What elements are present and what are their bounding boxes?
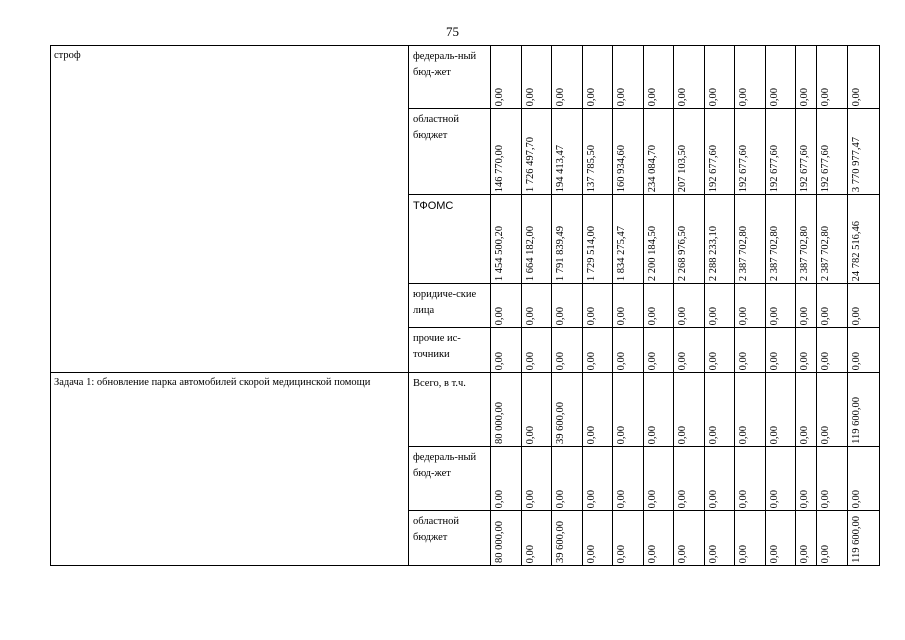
value-cell (848, 447, 880, 511)
value-text: 0,00 (616, 351, 627, 370)
value-cell (848, 46, 880, 109)
value-text: 2 200 184,50 (647, 225, 658, 281)
value-cell (796, 511, 817, 566)
value-text: 0,00 (799, 306, 810, 325)
value-text: 192 677,60 (820, 144, 831, 192)
value-text: 0,00 (799, 544, 810, 563)
value-cell (644, 447, 674, 511)
value-text: 234 084,70 (647, 144, 658, 192)
value-text: 0,00 (616, 544, 627, 563)
value-cell (817, 109, 848, 195)
value-text: 2 387 702,80 (769, 225, 780, 281)
value-cell (644, 284, 674, 328)
value-text: 2 288 233,10 (708, 225, 719, 281)
value-cell (705, 109, 735, 195)
value-text: 207 103,50 (677, 144, 688, 192)
funding-source: областной бюджет (409, 109, 491, 195)
value-cell (674, 373, 705, 447)
value-cell (644, 195, 674, 284)
value-cell (552, 284, 583, 328)
value-cell (491, 328, 522, 373)
value-cell (522, 109, 552, 195)
value-text: 2 387 702,80 (820, 225, 831, 281)
value-text: 0,00 (647, 544, 658, 563)
section-title: Задача 1: обновление парка автомобилей скорой медицинской помощи (51, 373, 409, 566)
value-cell (522, 511, 552, 566)
table-row (51, 373, 880, 447)
value-cell (796, 447, 817, 511)
value-cell (583, 328, 613, 373)
value-cell (613, 511, 644, 566)
value-text: 137 785,50 (586, 144, 597, 192)
value-cell (552, 195, 583, 284)
value-cell (848, 373, 880, 447)
value-text: 0,00 (820, 544, 831, 563)
value-text: 0,00 (738, 87, 749, 106)
value-text: 0,00 (677, 544, 688, 563)
page-number: 75 (446, 24, 459, 39)
value-cell (522, 328, 552, 373)
value-cell (735, 109, 766, 195)
value-text: 39 600,00 (555, 402, 566, 444)
value-text: 1 454 500,20 (494, 225, 505, 281)
value-text: 0,00 (647, 351, 658, 370)
value-cell (613, 46, 644, 109)
value-cell (766, 328, 796, 373)
value-text: 0,00 (738, 351, 749, 370)
value-text: 0,00 (616, 425, 627, 444)
value-text: 0,00 (708, 306, 719, 325)
value-text: 0,00 (616, 489, 627, 508)
value-cell (848, 284, 880, 328)
value-cell (491, 373, 522, 447)
budget-table-body (51, 46, 880, 566)
value-text: 0,00 (799, 425, 810, 444)
value-text: 24 782 516,46 (851, 220, 862, 281)
value-text: 192 677,60 (738, 144, 749, 192)
value-cell (491, 511, 522, 566)
value-text: 0,00 (677, 87, 688, 106)
value-text: 194 413,47 (555, 144, 566, 192)
value-cell (644, 511, 674, 566)
value-cell (674, 511, 705, 566)
value-cell (552, 46, 583, 109)
value-cell (705, 511, 735, 566)
value-text: 0,00 (708, 544, 719, 563)
value-cell (613, 373, 644, 447)
value-cell (644, 109, 674, 195)
value-text: 1 729 514,00 (586, 225, 597, 281)
value-cell (491, 195, 522, 284)
value-cell (644, 328, 674, 373)
value-cell (522, 284, 552, 328)
value-text: 0,00 (708, 425, 719, 444)
value-text: 0,00 (494, 87, 505, 106)
value-cell (766, 511, 796, 566)
value-cell (583, 46, 613, 109)
value-text: 1 791 839,49 (555, 225, 566, 281)
value-cell (817, 373, 848, 447)
value-cell (491, 109, 522, 195)
value-text: 146 770,00 (494, 144, 505, 192)
value-cell (674, 328, 705, 373)
value-text: 0,00 (677, 425, 688, 444)
funding-source: Всего, в т.ч. (409, 373, 491, 447)
value-text: 0,00 (555, 306, 566, 325)
value-cell (817, 195, 848, 284)
value-text: 0,00 (525, 489, 536, 508)
value-text: 0,00 (586, 87, 597, 106)
value-cell (705, 373, 735, 447)
value-text: 80 000,00 (494, 402, 505, 444)
value-cell (735, 447, 766, 511)
value-text: 80 000,00 (494, 521, 505, 563)
value-text: 0,00 (799, 489, 810, 508)
value-cell (796, 328, 817, 373)
value-text: 0,00 (851, 351, 862, 370)
value-cell (491, 46, 522, 109)
value-cell (522, 195, 552, 284)
funding-source: федераль-ный бюд-жет (409, 447, 491, 511)
value-cell (796, 109, 817, 195)
value-text: 0,00 (586, 306, 597, 325)
value-cell (522, 46, 552, 109)
value-text: 0,00 (738, 425, 749, 444)
value-text: 0,00 (769, 351, 780, 370)
value-text: 0,00 (494, 489, 505, 508)
value-text: 119 600,00 (851, 397, 862, 444)
value-text: 2 387 702,80 (799, 225, 810, 281)
value-cell (766, 195, 796, 284)
value-text: 0,00 (555, 87, 566, 106)
value-cell (735, 328, 766, 373)
value-text: 0,00 (820, 425, 831, 444)
funding-source: юридиче-ские лица (409, 284, 491, 328)
value-cell (705, 284, 735, 328)
value-text: 0,00 (525, 544, 536, 563)
value-text: 0,00 (799, 351, 810, 370)
value-cell (583, 195, 613, 284)
value-text: 0,00 (647, 306, 658, 325)
value-text: 1 834 275,47 (616, 225, 627, 281)
value-text: 192 677,60 (799, 144, 810, 192)
value-cell (583, 109, 613, 195)
budget-table (50, 45, 880, 566)
value-cell (817, 511, 848, 566)
value-cell (583, 511, 613, 566)
table-row (51, 46, 880, 109)
value-text: 0,00 (708, 351, 719, 370)
value-cell (735, 46, 766, 109)
value-cell (552, 447, 583, 511)
value-text: 0,00 (738, 489, 749, 508)
value-cell (766, 46, 796, 109)
value-cell (674, 109, 705, 195)
value-cell (613, 195, 644, 284)
value-text: 0,00 (769, 425, 780, 444)
value-cell (796, 195, 817, 284)
section-title: строф (51, 46, 409, 373)
value-cell (613, 447, 644, 511)
funding-source: прочие ис-точники (409, 328, 491, 373)
value-text: 0,00 (677, 351, 688, 370)
value-text: 0,00 (769, 544, 780, 563)
value-cell (848, 511, 880, 566)
value-cell (796, 373, 817, 447)
value-cell (817, 328, 848, 373)
value-text: 0,00 (769, 306, 780, 325)
value-text: 2 387 702,80 (738, 225, 749, 281)
value-cell (766, 284, 796, 328)
value-cell (817, 46, 848, 109)
value-text: 0,00 (586, 489, 597, 508)
value-cell (705, 328, 735, 373)
value-cell (552, 109, 583, 195)
value-cell (735, 373, 766, 447)
value-text: 0,00 (820, 489, 831, 508)
value-text: 119 600,00 (851, 516, 862, 563)
value-cell (796, 46, 817, 109)
value-text: 1 726 497,70 (525, 136, 536, 192)
value-text: 0,00 (647, 489, 658, 508)
value-cell (735, 195, 766, 284)
value-text: 39 600,00 (555, 521, 566, 563)
value-cell (735, 284, 766, 328)
funding-source: федераль-ный бюд-жет (409, 46, 491, 109)
value-cell (522, 373, 552, 447)
value-text: 0,00 (494, 306, 505, 325)
funding-source: областной бюджет (409, 511, 491, 566)
value-cell (552, 373, 583, 447)
value-text: 0,00 (586, 544, 597, 563)
value-text: 0,00 (677, 306, 688, 325)
value-text: 192 677,60 (708, 144, 719, 192)
value-text: 0,00 (525, 425, 536, 444)
value-cell (613, 109, 644, 195)
value-text: 0,00 (708, 87, 719, 106)
value-cell (705, 447, 735, 511)
value-text: 0,00 (799, 87, 810, 106)
value-cell (766, 109, 796, 195)
value-cell (583, 284, 613, 328)
value-text: 0,00 (820, 87, 831, 106)
value-text: 160 934,60 (616, 144, 627, 192)
value-cell (848, 328, 880, 373)
value-text: 0,00 (647, 87, 658, 106)
value-text: 0,00 (738, 306, 749, 325)
value-text: 0,00 (525, 351, 536, 370)
value-text: 0,00 (769, 489, 780, 508)
value-cell (522, 447, 552, 511)
value-text: 0,00 (820, 351, 831, 370)
value-text: 1 664 182,00 (525, 225, 536, 281)
value-text: 192 677,60 (769, 144, 780, 192)
value-text: 0,00 (738, 544, 749, 563)
value-cell (817, 447, 848, 511)
value-cell (583, 447, 613, 511)
value-text: 0,00 (851, 306, 862, 325)
value-cell (644, 46, 674, 109)
value-cell (848, 109, 880, 195)
value-text: 0,00 (586, 425, 597, 444)
value-text: 0,00 (525, 87, 536, 106)
value-text: 0,00 (851, 87, 862, 106)
value-cell (552, 511, 583, 566)
value-cell (705, 195, 735, 284)
value-cell (766, 373, 796, 447)
funding-source: ТФОМС (409, 195, 491, 284)
value-cell (674, 195, 705, 284)
value-cell (613, 328, 644, 373)
value-text: 0,00 (616, 306, 627, 325)
value-cell (613, 284, 644, 328)
value-text: 0,00 (555, 489, 566, 508)
value-text: 0,00 (820, 306, 831, 325)
value-text: 0,00 (555, 351, 566, 370)
value-text: 0,00 (851, 489, 862, 508)
value-text: 3 770 977,47 (851, 136, 862, 192)
value-cell (817, 284, 848, 328)
value-cell (491, 447, 522, 511)
value-cell (552, 328, 583, 373)
value-text: 0,00 (677, 489, 688, 508)
value-cell (583, 373, 613, 447)
value-text: 2 268 976,50 (677, 225, 688, 281)
value-text: 0,00 (525, 306, 536, 325)
value-text: 0,00 (647, 425, 658, 444)
value-cell (674, 447, 705, 511)
value-cell (491, 284, 522, 328)
value-cell (705, 46, 735, 109)
value-cell (644, 373, 674, 447)
value-cell (735, 511, 766, 566)
value-cell (848, 195, 880, 284)
value-text: 0,00 (769, 87, 780, 106)
value-text: 0,00 (616, 87, 627, 106)
value-text: 0,00 (494, 351, 505, 370)
value-text: 0,00 (586, 351, 597, 370)
value-cell (766, 447, 796, 511)
value-cell (674, 284, 705, 328)
value-text: 0,00 (708, 489, 719, 508)
value-cell (796, 284, 817, 328)
value-cell (674, 46, 705, 109)
